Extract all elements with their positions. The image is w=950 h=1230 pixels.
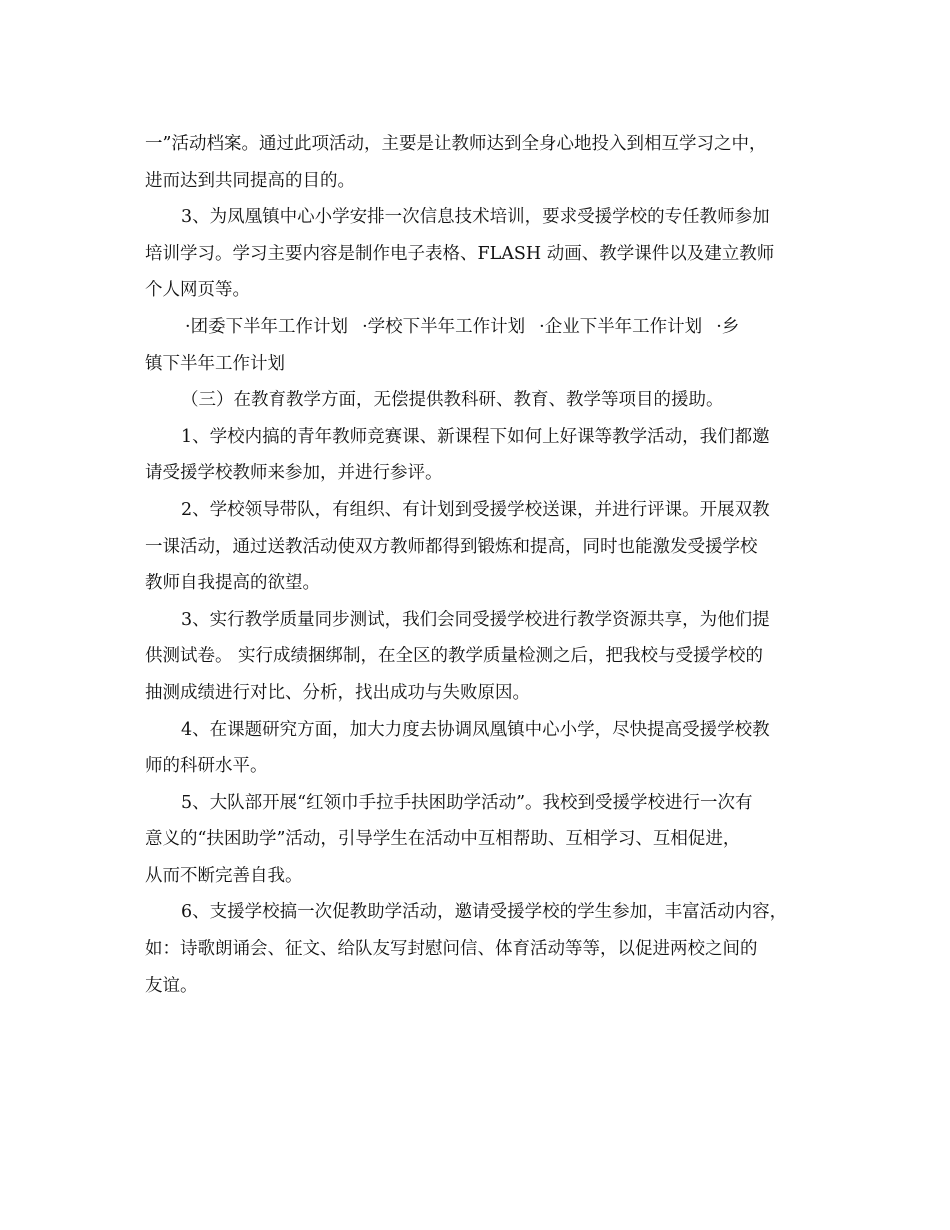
link-league-plan[interactable]: ·团委下半年工作计划: [185, 316, 349, 337]
text-line: 抽测成绩进行对比、分析，找出成功与失败原因。: [145, 682, 530, 703]
text-line: 4、在课题研究方面，加大力度去协调凤凰镇中心小学，尽快提高受援学校教: [181, 719, 770, 740]
link-township-plan-part2[interactable]: 镇下半年工作计划: [145, 353, 285, 374]
text-line: （三）在教育教学方面，无偿提供教科研、教育、教学等项目的援助。: [181, 390, 724, 411]
paragraph-item-6: [145, 894, 810, 1004]
links-line: [145, 346, 810, 383]
text-line: 3、实行教学质量同步测试，我们会同受援学校进行教学资源共享，为他们提: [181, 609, 770, 630]
paragraph-item-4: [145, 712, 810, 785]
text-line: 一”活动档案。通过此项活动，主要是让教师达到全身心地投入到相互学习之中，: [145, 134, 767, 154]
text-line: 请受援学校教师来参加，并进行参评。: [145, 463, 443, 484]
link-township-plan-part1[interactable]: ·乡: [716, 316, 740, 337]
paragraph-item-2: [145, 492, 810, 602]
text-line: 如：诗歌朗诵会、征文、给队友写封慰问信、体育活动等等，以促进两校之间的: [145, 939, 758, 960]
text-line: 教师自我提高的欲望。: [145, 573, 320, 594]
paragraph-item-3: [145, 602, 810, 712]
paragraph-activity-archive: [145, 126, 810, 199]
paragraph-item-1: [145, 419, 810, 492]
text-line: 进而达到共同提高的目的。: [145, 170, 355, 191]
text-line: 意义的“扶困助学”活动，引导学生在活动中互相帮助、互相学习、互相促进，: [145, 829, 741, 850]
text-line: 培训学习。学习主要内容是制作电子表格、FLASH 动画、教学课件以及建立教师: [145, 243, 775, 264]
text-line: 从而不断完善自我。: [145, 865, 303, 886]
paragraph-it-training: [145, 199, 810, 309]
text-line: 3、为凤凰镇中心小学安排一次信息技术培训，要求受援学校的专任教师参加: [181, 207, 770, 228]
paragraph-section-three-heading: [145, 382, 810, 419]
text-line: 个人网页等。: [145, 280, 250, 301]
text-line: 2、学校领导带队，有组织、有计划到受援学校送课，并进行评课。开展双教: [181, 499, 770, 520]
related-plan-links: [145, 309, 810, 382]
link-school-plan[interactable]: ·学校下半年工作计划: [362, 316, 526, 337]
text-line: 1、学校内搞的青年教师竞赛课、新课程下如何上好课等教学活动，我们都邀: [181, 426, 770, 447]
text-line: 供测试卷。 实行成绩捆绑制，在全区的教学质量检测之后，把我校与受援学校的: [145, 646, 764, 667]
links-line: [145, 309, 810, 346]
text-line: 5、大队部开展“红领巾手拉手扶困助学活动”。我校到受援学校进行一次有: [181, 792, 753, 813]
text-line: 师的科研水平。: [145, 756, 268, 777]
text-line: 6、支援学校搞一次促教助学活动，邀请受援学校的学生参加，丰富活动内容，: [181, 902, 788, 923]
link-enterprise-plan[interactable]: ·企业下半年工作计划: [539, 316, 703, 337]
text-line: 一课活动，通过送教活动使双方教师都得到锻炼和提高，同时也能激发受援学校: [145, 536, 758, 557]
text-line: 友谊。: [145, 975, 198, 996]
paragraph-item-5: [145, 785, 810, 895]
document-body: [145, 126, 810, 1004]
